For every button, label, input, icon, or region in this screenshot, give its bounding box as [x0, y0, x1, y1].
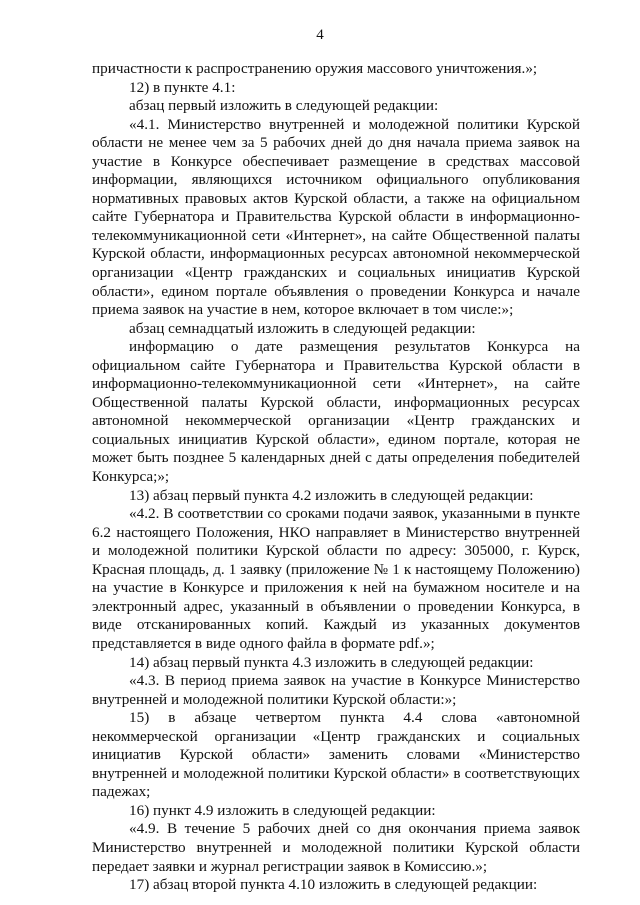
paragraph-instruction: абзац семнадцатый изложить в следующей редакции:: [129, 319, 476, 337]
paragraph-item-15: 15) в абзаце четвертом пункта 4.4 слова «автономной некоммерческой организации «Центр гражданских и социальных инициатив Курской области» заменить словами «Министерство внутренней и молодежной политики Курской области» в соответствующих падежах;: [92, 709, 580, 801]
paragraph-item-13: 13) абзац первый пункта 4.2 изложить в следующей редакции:: [129, 486, 534, 504]
paragraph-continuation: причастности к распространению оружия массового уничтожения.»;: [92, 60, 538, 77]
paragraph-item-12: 12) в пункте 4.1:: [129, 78, 236, 96]
paragraph-quote-4-1: «4.1. Министерство внутренней и молодежной политики Курской области не менее чем за 5 рабочих дней до дня начала приема заявок на участие в Конкурсе обеспечивает размещение в средствах массовой информации, являющихся источником официального опубликования нормативных правовых актов Курской области, а также на официальном сайте Губернатора и Правительства Курской области в информационно-телекоммуникационной сети «Интернет», на сайте Общественной палаты Курской области, информационных ресурсах автономной некоммерческой организации «Центр гражданских и социальных инициатив Курской области», едином портале объявления о проведении Конкурса и начале приема заявок на участие в нем, которое включает в том числе:»;: [92, 115, 580, 319]
page-number: 4: [316, 27, 324, 43]
paragraph-quote-4-3: «4.3. В период приема заявок на участие в Конкурсе Министерство внутренней и молодежной политики Курской области:»;: [92, 672, 580, 708]
paragraph-instruction: абзац первый изложить в следующей редакции:: [129, 97, 439, 115]
paragraph-item-16: 16) пункт 4.9 изложить в следующей редакции:: [129, 801, 436, 819]
paragraph-item-17: 17) абзац второй пункта 4.10 изложить в следующей редакции:: [129, 876, 538, 894]
paragraph-quote-information: информацию о дате размещения результатов Конкурса на официальном сайте Губернатора и Правительства Курской области в информационно-телекоммуникационной сети «Интернет», на сайте Общественной палаты Курской области, информационных ресурсах автономной некоммерческой организации «Центр гражданских и социальных инициатив Курской области», едином портале, которая не может быть позднее 5 календарных дней с даты определения победителей Конкурса;»;: [92, 338, 580, 486]
document-body: [92, 60, 580, 895]
paragraph-quote-4-9: «4.9. В течение 5 рабочих дней со дня окончания приема заявок Министерство внутренней и молодежной политики Курской области передает заявки и журнал регистрации заявок в Комиссию.»;: [92, 820, 580, 875]
paragraph-quote-4-2: «4.2. В соответствии со сроками подачи заявок, указанными в пункте 6.2 настоящего Положения, НКО направляет в Министерство внутренней и молодежной политики Курской области по адресу: 305000, г. Курск, Красная площадь, д. 1 заявку (приложение № 1 к настоящему Положению) на участие в Конкурсе и приложения к ней на бумажном носителе и на электронный адрес, указанный в объявлении о проведении Конкурса, в виде отсканированных копий. Каждый из указанных документов представляется в виде одного файла в формате pdf.»;: [92, 505, 580, 652]
paragraph-item-14: 14) абзац первый пункта 4.3 изложить в следующей редакции:: [129, 653, 534, 671]
